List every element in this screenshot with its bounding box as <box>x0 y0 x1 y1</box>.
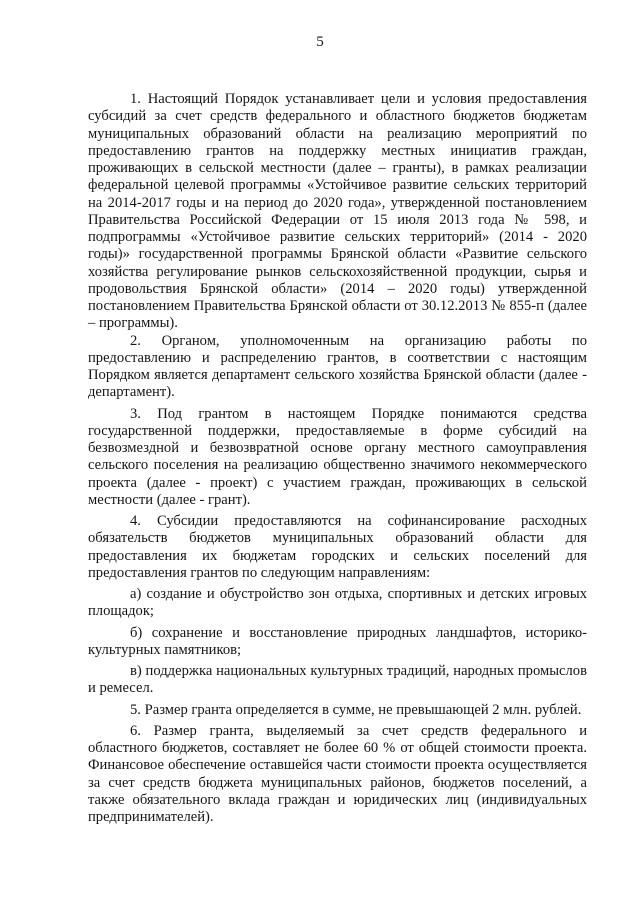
paragraph-1: 1. Настоящий Порядок устанавливает цели и условия предоставления субсидий за счет средств федерального и областного бюджетов бюджетам муниципальных образований области на реализацию мероприятий по предоставлению грантов на поддержку местных инициатив граждан, проживающих в сельской местности (далее – гранты), в рамках реализации федеральной целевой программы «Устойчивое развитие сельских территорий на 2014-2017 годы и на период до 2020 года», утвержденной постановлением Правительства Российской Федерации от 15 июля 2013 года № 598, и подпрограммы «Устойчивое развитие сельских территорий» (2014 - 2020 годы)» государственной программы Брянской области «Развитие сельского хозяйства регулирование рынков сельскохозяйственной продукции, сырья и продовольствия Брянской области» (2014 – 2020 годы) утвержденной постановлением Правительства Брянской области от 30.12.2013 № 855-п (далее – программы). <box>88 91 587 332</box>
page-number: 5 <box>316 34 324 50</box>
document-body <box>88 91 587 826</box>
list-item-a: а) создание и обустройство зон отдыха, спортивных и детских игровых площадок; <box>88 586 587 620</box>
list-item-c: в) поддержка национальных культурных традиций, народных промыслов и ремесел. <box>88 663 587 697</box>
paragraph-4: 4. Субсидии предоставляются на софинансирование расходных обязательств бюджетов муниципальных образований области для предоставления их бюджетам городских и сельских поселений для предоставления грантов по следующим направлениям: <box>88 513 587 581</box>
paragraph-3: 3. Под грантом в настоящем Порядке понимаются средства государственной поддержки, предоставляемые в форме субсидий на безвозмездной и безвозвратной основе органу местного самоуправления сельского поселения на реализацию общественно значимого некоммерческого проекта (далее - проект) с участием граждан, проживающих в сельской местности (далее - грант). <box>88 405 587 508</box>
paragraph-5: 5. Размер гранта определяется в сумме, не превышающей 2 млн. рублей. <box>130 701 582 718</box>
list-item-b: б) сохранение и восстановление природных ландшафтов, историко-культурных памятников; <box>88 624 587 658</box>
paragraph-2: 2. Органом, уполномоченным на организацию работы по предоставлению и распределению грантов, в соответствии с настоящим Порядком является департамент сельского хозяйства Брянской области (далее - департамент). <box>88 332 587 401</box>
paragraph-6: 6. Размер гранта, выделяемый за счет средств федерального и областного бюджетов, составляет не более 60 % от общей стоимости проекта. Финансовое обеспечение оставшейся части стоимости проекта осуществляется за счет средств бюджета муниципальных районов, бюджетов поселений, а также обязательного вклада граждан и юридических лиц (индивидуальных предпринимателей). <box>88 722 587 825</box>
